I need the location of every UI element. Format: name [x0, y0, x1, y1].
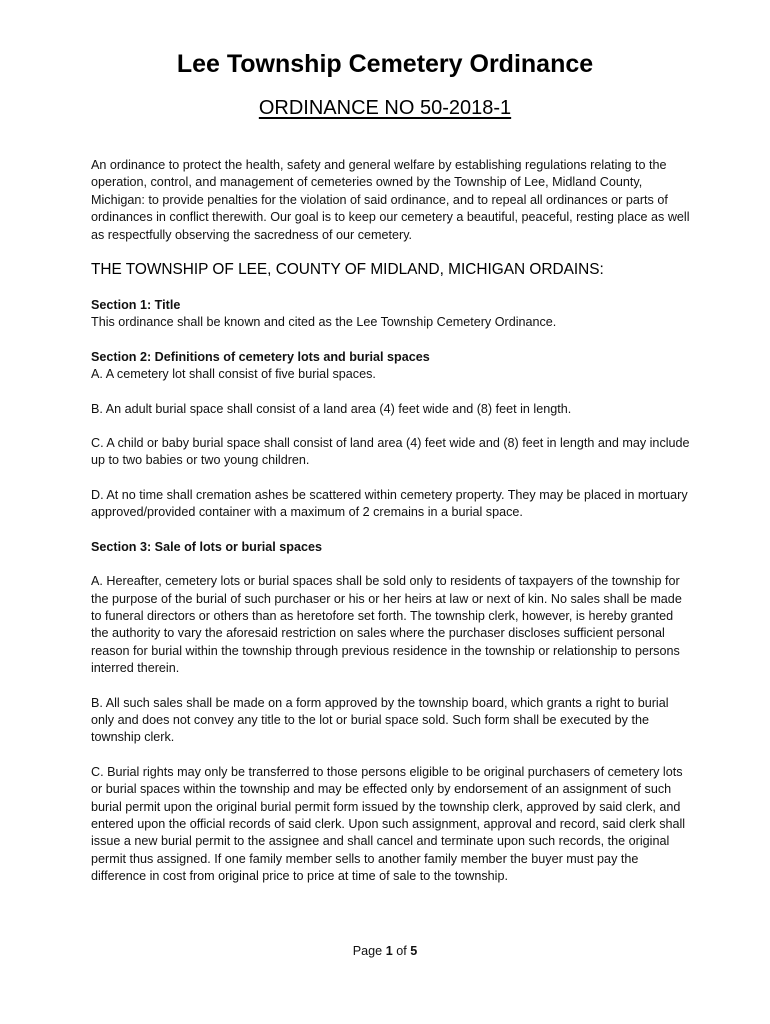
section-2-item-b: B. An adult burial space shall consist of a land area (4) feet wide and (8) feet in length. — [91, 401, 572, 416]
page-label: Page — [352, 944, 383, 958]
ordinance-number-text: ORDINANCE NO 50-2018-1 — [258, 97, 512, 119]
section-3-item-a: A. Hereafter, cemetery lots or burial spaces shall be sold only to residents of taxpayers of the township for the purpose of the burial of such purchaser or his or her heirs at law or next of kin. No sales shall be made to funeral directors or others than as heretofore set forth. The township clerk, however, is hereby granted the authority to vary the aforesaid restriction on sales where the purchaser discloses sufficient personal reason for burial within the township through previous residence in the township or relationship to persons interred therein. — [91, 574, 682, 676]
section-2-item-c: C. A child or baby burial space shall consist of land area (4) feet wide and (8) feet in length and may include up to two babies or two young children. — [91, 436, 690, 468]
section-3-item-c: C. Burial rights may only be transferred to those persons eligible to be original purchasers of cemetery lots or burial spaces within the township and may be effected only by endorsement of an assignment of such burial permit upon the original burial permit form issued by the township clerk, approved by said clerk, and entered upon the official records of said clerk. Upon such assignment, approval and record, said clerk shall issue a new burial permit to the assignee and shall cancel and terminate upon such records, the original permit thus assigned. If one family member sells to another family member the buyer must pay the difference in cost from original price to price at time of sale to the township. — [91, 764, 686, 884]
page-total: 5 — [410, 944, 418, 958]
section-2-heading: Section 2: Definitions of cemetery lots and burial spaces — [91, 349, 430, 364]
ordinance-number — [0, 97, 770, 120]
intro-paragraph: An ordinance to protect the health, safety and general welfare by establishing regulations relating to the operation, control, and management of cemeteries owned by the Township of Lee, Midland County, Michigan: to provide penalties for the violation of said ordinance, and to repeal all ordinances or parts of ordinances in conflict therewith. Our goal is to keep our cemetery a beautiful, peaceful, resting place as well as respectfully observing the sacredness of our cemetery. — [91, 158, 690, 242]
section-3-heading: Section 3: Sale of lots or burial spaces — [91, 539, 322, 554]
page-of-label: of — [396, 944, 407, 958]
section-3-item-b: B. All such sales shall be made on a form approved by the township board, which grants a right to burial only and does not convey any title to the lot or burial space sold. Such form shall be executed by the township clerk. — [91, 695, 669, 745]
section-1-text: This ordinance shall be known and cited as the Lee Township Cemetery Ordinance. — [91, 315, 557, 330]
section-2-item-d: D. At no time shall cremation ashes be scattered within cemetery property. They may be placed in mortuary approved/provided container with a maximum of 2 cremains in a burial space. — [91, 487, 688, 520]
section-2-item-a: A. A cemetery lot shall consist of five burial spaces. — [91, 367, 376, 382]
ordains-heading: THE TOWNSHIP OF LEE, COUNTY OF MIDLAND, MICHIGAN ORDAINS: — [91, 261, 604, 279]
section-1-heading: Section 1: Title — [91, 298, 181, 313]
document-body — [91, 157, 691, 886]
page-footer — [0, 944, 770, 958]
page-current: 1 — [385, 944, 393, 958]
document-title: Lee Township Cemetery Ordinance — [176, 50, 594, 78]
